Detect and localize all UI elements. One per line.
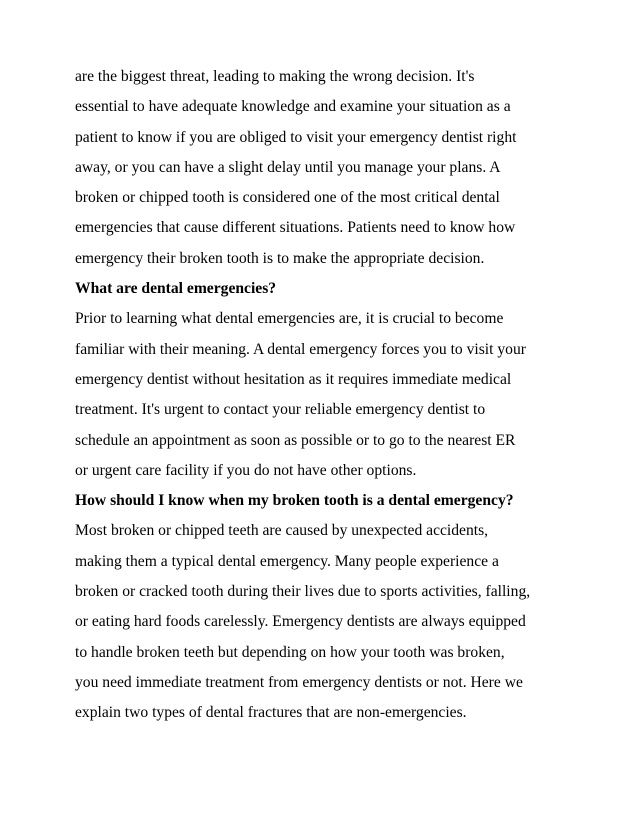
paragraph-broken-tooth (75, 516, 575, 728)
text-line: or urgent care facility if you do not have other options. (75, 461, 417, 479)
text-line: familiar with their meaning. A dental emergency forces you to visit your (75, 340, 526, 358)
text-line: you need immediate treatment from emergency dentists or not. Here we (75, 673, 523, 691)
text-line: Prior to learning what dental emergencies are, it is crucial to become (75, 310, 504, 328)
text-line: Most broken or chipped teeth are caused by unexpected accidents, (75, 522, 489, 540)
text-line: emergency their broken tooth is to make the appropriate decision. (75, 249, 485, 267)
text-line: schedule an appointment as soon as possible or to go to the nearest ER (75, 431, 516, 449)
text-line: making them a typical dental emergency. Many people experience a (75, 552, 499, 570)
text-line: to handle broken teeth but depending on how your tooth was broken, (75, 643, 505, 661)
text-line: broken or cracked tooth during their lives due to sports activities, falling, (75, 583, 531, 601)
text-line: essential to have adequate knowledge and examine your situation as a (75, 98, 511, 116)
text-line: patient to know if you are obliged to visit your emergency dentist right (75, 128, 517, 146)
section-heading-dental-emergencies: What are dental emergencies? (75, 280, 277, 298)
text-line: broken or chipped tooth is considered one of the most critical dental (75, 189, 500, 207)
text-line: or eating hard foods carelessly. Emergency dentists are always equipped (75, 613, 526, 631)
text-line: treatment. It's urgent to contact your reliable emergency dentist to (75, 401, 486, 419)
text-line: emergency dentist without hesitation as it requires immediate medical (75, 370, 512, 388)
document-body (75, 62, 575, 729)
text-line: emergencies that cause different situations. Patients need to know how (75, 219, 516, 237)
section-heading-broken-tooth: How should I know when my broken tooth is a dental emergency? (75, 492, 514, 510)
text-line: away, or you can have a slight delay until you manage your plans. A (75, 158, 501, 176)
text-line: are the biggest threat, leading to making the wrong decision. It's (75, 68, 475, 85)
paragraph-definition (75, 304, 575, 486)
paragraph-intro (75, 62, 575, 274)
text-line: explain two types of dental fractures that are non-emergencies. (75, 704, 467, 722)
